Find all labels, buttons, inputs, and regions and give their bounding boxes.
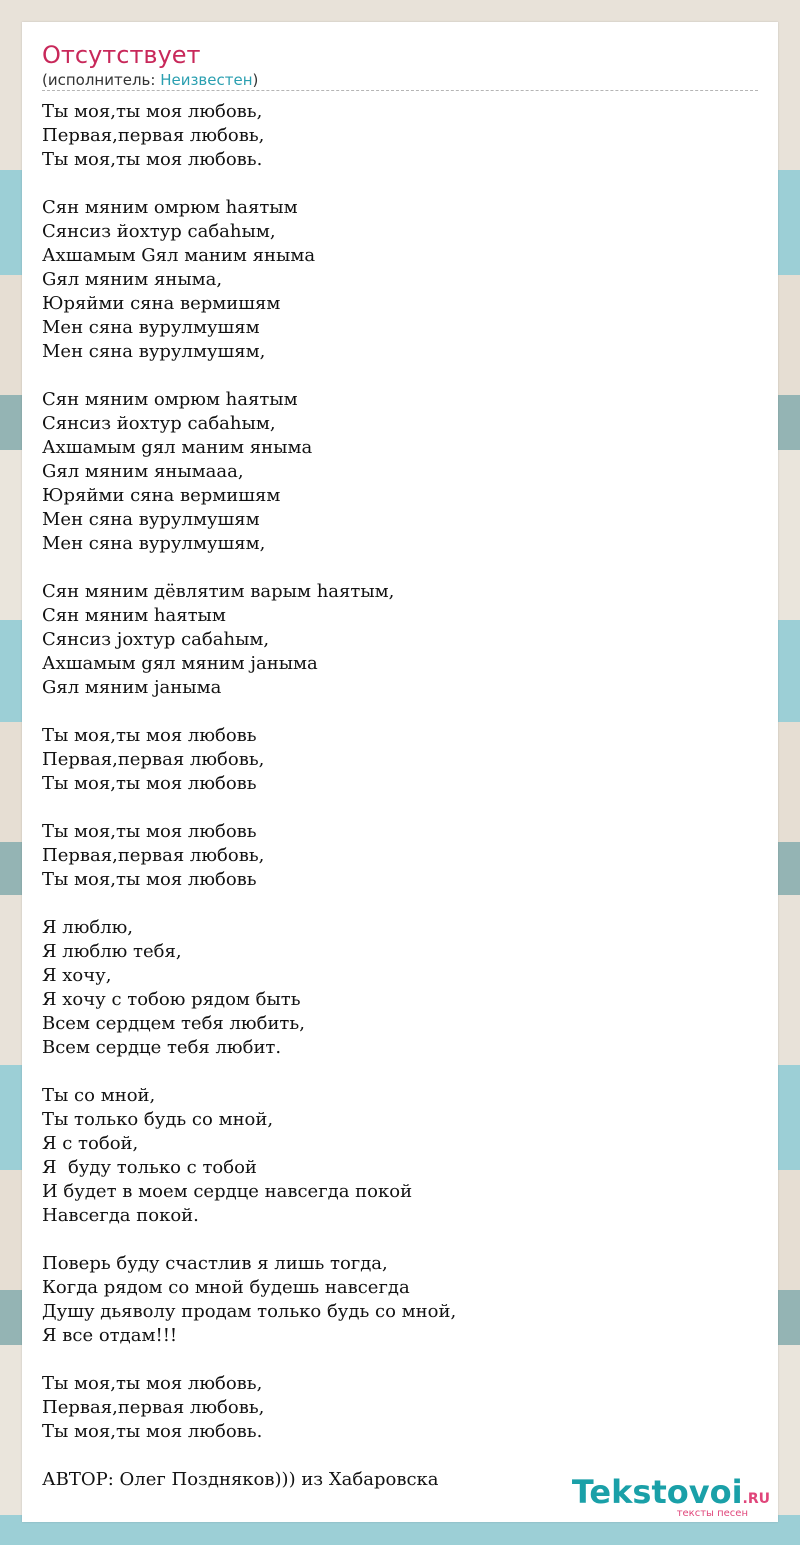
lyric-line: Душу дьяволу продам только будь со мной, (42, 1301, 457, 1322)
lyric-line: Сян мяним омрюм hаятым (42, 389, 298, 410)
lyric-line: Ахшамым Gял маним яныма (42, 245, 316, 266)
lyric-line: Ты моя,ты моя любовь (42, 869, 257, 890)
lyrics-card (22, 22, 778, 1522)
lyric-line: Сян мяним дёвлятим варым hаятым, (42, 581, 395, 602)
lyric-line: Мен сяна вурулмушям, (42, 341, 266, 362)
lyric-line: Я с тобой, (42, 1133, 139, 1154)
logo-word: Tekstovoi (571, 1473, 743, 1511)
lyric-line: Ты моя,ты моя любовь, (42, 101, 263, 122)
lyric-line: Первая,первая любовь, (42, 1397, 265, 1418)
lyric-line (42, 172, 758, 196)
lyric-line (42, 796, 758, 820)
artist-suffix: ) (252, 71, 259, 89)
lyric-line: Юряйми сяна вермишям (42, 293, 281, 314)
title-divider (42, 90, 758, 91)
lyric-line (42, 892, 758, 916)
lyric-line: Ты моя,ты моя любовь. (42, 1421, 263, 1442)
lyric-line: Первая,первая любовь, (42, 125, 265, 146)
lyric-line: Сянсиз йохтур сабаhым, (42, 221, 276, 242)
lyric-line: Ты моя,ты моя любовь (42, 821, 257, 842)
lyric-line: Gял мяним янымааа, (42, 461, 244, 482)
lyric-line (42, 1228, 758, 1252)
logo-tld: .RU (742, 1491, 770, 1507)
artist-prefix: (исполнитель: (42, 71, 161, 89)
lyric-line: Мен сяна вурулмушям (42, 317, 260, 338)
lyric-line: Всем сердце тебя любит. (42, 1037, 282, 1058)
lyric-line: Ты моя,ты моя любовь, (42, 1373, 263, 1394)
lyric-line: И будет в моем сердце навсегда покой (42, 1181, 413, 1202)
lyric-line: Сянсиз jохтур сабаhым, (42, 629, 270, 650)
lyrics-text (42, 100, 758, 1492)
artist-link[interactable]: Неизвестен (160, 71, 253, 89)
lyric-line: Gял мяним яныма, (42, 269, 223, 290)
lyric-line: Первая,первая любовь, (42, 749, 265, 770)
lyric-line: Юряйми сяна вермишям (42, 485, 281, 506)
lyric-line: Gял мяним jаныма (42, 677, 222, 698)
lyric-line: АВТОР: Олег Поздняков))) из Хабаровска (42, 1469, 439, 1490)
song-title: Отсутствует (42, 41, 201, 69)
lyric-line: Ахшамым gял мяним jаныма (42, 653, 318, 674)
lyric-line: Мен сяна вурулмушям (42, 509, 260, 530)
lyric-line: Сян мяним омрюм hаятым (42, 197, 298, 218)
lyric-line (42, 1444, 758, 1468)
lyric-line: Всем сердцем тебя любить, (42, 1013, 305, 1034)
lyric-line: Поверь буду счастлив я лишь тогда, (42, 1253, 388, 1274)
lyric-line: Сянсиз йохтур сабаhым, (42, 413, 276, 434)
lyric-line (42, 556, 758, 580)
lyric-line: Когда рядом со мной будешь навсегда (42, 1277, 410, 1298)
lyric-line: Ты только будь со мной, (42, 1109, 274, 1130)
lyric-line: Ахшамым gял маним яныма (42, 437, 313, 458)
lyric-line: Я буду только с тобой (42, 1157, 257, 1178)
lyric-line: Первая,первая любовь, (42, 845, 265, 866)
artist-line (42, 71, 258, 89)
lyric-line: Мен сяна вурулмушям, (42, 533, 266, 554)
site-logo[interactable] (571, 1473, 770, 1520)
lyric-line: Ты моя,ты моя любовь (42, 725, 257, 746)
lyric-line: Я все отдам!!! (42, 1325, 178, 1346)
lyric-line: Я люблю тебя, (42, 941, 182, 962)
lyric-line: Ты моя,ты моя любовь. (42, 149, 263, 170)
lyric-line: Сян мяним hаятым (42, 605, 226, 626)
lyric-line: Ты моя,ты моя любовь (42, 773, 257, 794)
lyric-line: Я люблю, (42, 917, 134, 938)
lyric-line (42, 364, 758, 388)
lyric-line: Ты со мной, (42, 1085, 156, 1106)
lyric-line: Я хочу, (42, 965, 112, 986)
logo-subtitle: тексты песен (676, 1508, 748, 1519)
lyric-line: Я хочу с тобою рядом быть (42, 989, 301, 1010)
lyric-line (42, 700, 758, 724)
lyric-line (42, 1060, 758, 1084)
lyric-line (42, 1348, 758, 1372)
lyric-line: Навсегда покой. (42, 1205, 199, 1226)
